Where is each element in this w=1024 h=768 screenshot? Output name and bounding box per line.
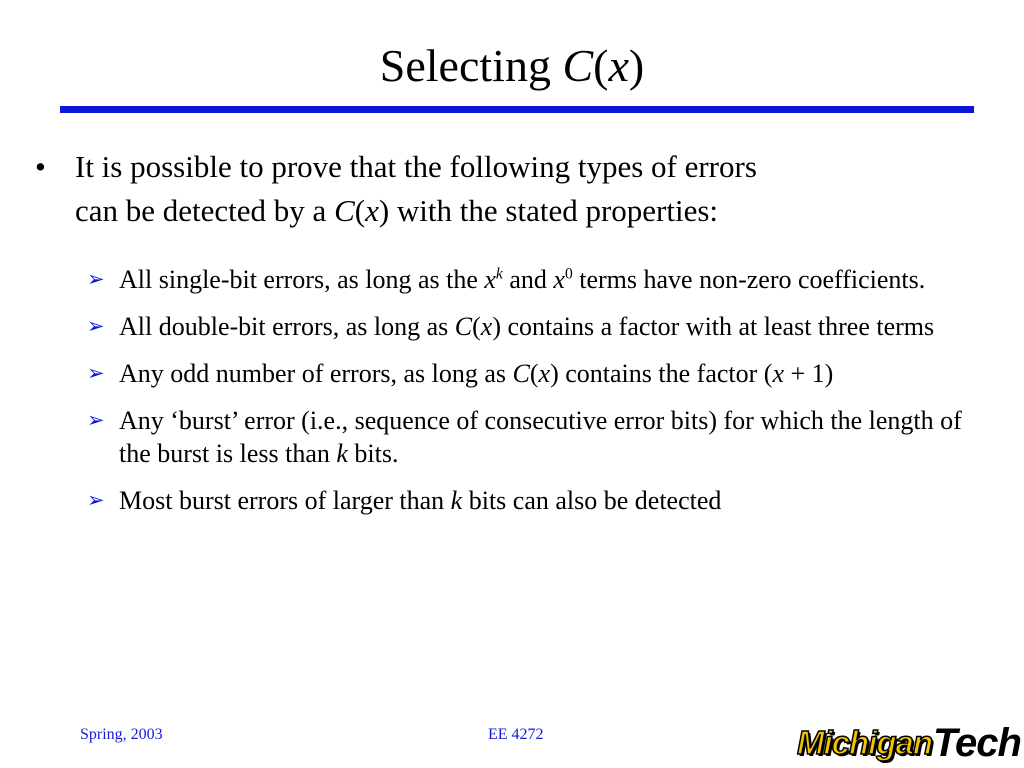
sub1-x2: x (553, 265, 565, 294)
logo-tech: Tech (933, 720, 1021, 765)
arrow-bullet-icon: ➢ (87, 314, 105, 338)
sub3-c: C (512, 359, 530, 388)
sub3-open: ( (529, 359, 539, 388)
bullet-x: x (365, 193, 379, 228)
sub1-pre: All single-bit errors, as long as the (119, 265, 485, 294)
sub3-mid: ) contains the factor ( (550, 359, 773, 388)
bullet-line2-post: ) with the stated properties: (378, 193, 719, 228)
arrow-bullet-icon: ➢ (87, 408, 105, 432)
sub-bullet-odd-errors (87, 357, 975, 390)
main-bullet (35, 145, 975, 233)
bullet-open-paren: ( (354, 193, 366, 228)
sub5-pre: Most burst errors of larger than (119, 486, 451, 515)
logo-michigan: Michigan (797, 724, 933, 761)
sub4-post: bits. (347, 439, 399, 468)
arrow-bullet-icon: ➢ (87, 267, 105, 291)
sub2-open: ( (472, 312, 481, 341)
sub4-k: k (336, 439, 348, 468)
bullet-c: C (334, 193, 355, 228)
sub2-c: C (454, 312, 473, 341)
title-divider (60, 106, 974, 113)
title-close-paren: ) (628, 40, 645, 91)
sub-bullet-larger-burst (87, 484, 975, 517)
sub-bullet-burst (87, 404, 975, 470)
arrow-bullet-icon: ➢ (87, 361, 105, 385)
sub3-post: + 1) (784, 359, 834, 388)
title-x: x (608, 40, 629, 91)
sub2-pre: All double-bit errors, as long as (119, 312, 455, 341)
sub-bullet-single-bit (87, 263, 975, 296)
sub2-post: ) contains a factor with at least three terms (492, 312, 935, 341)
slide-title (0, 38, 1024, 94)
sub5-k: k (450, 486, 463, 515)
arrow-bullet-icon: ➢ (87, 488, 105, 512)
sub-bullet-list (35, 263, 975, 517)
slide-body (35, 145, 975, 531)
michigan-tech-logo (797, 722, 1021, 764)
title-c: C (562, 40, 594, 91)
sub3-x: x (538, 359, 551, 388)
sub3-x2: x (772, 359, 784, 388)
bullet-dot-icon: • (35, 149, 46, 184)
sub4-pre: Any ‘burst’ error (i.e., sequence of consecutive error bits) for which the length of the burst is less than (119, 406, 962, 468)
title-text: Selecting (379, 40, 563, 91)
bullet-line1: It is possible to prove that the following types of errors (75, 149, 757, 184)
sub1-k: k (495, 265, 503, 283)
sub1-x: x (484, 265, 496, 294)
sub1-post: terms have non-zero coefficients. (572, 265, 926, 294)
sub5-post: bits can also be detected (462, 486, 722, 515)
title-open-paren: ( (593, 40, 609, 91)
sub1-zero: 0 (564, 265, 573, 283)
sub2-x: x (480, 312, 493, 341)
footer-course: EE 4272 (488, 726, 544, 743)
sub1-mid: and (502, 265, 554, 294)
sub3-pre: Any odd number of errors, as long as (119, 359, 513, 388)
sub-bullet-double-bit (87, 310, 975, 343)
footer-date: Spring, 2003 (80, 726, 163, 743)
bullet-line2-pre: can be detected by a (75, 193, 335, 228)
